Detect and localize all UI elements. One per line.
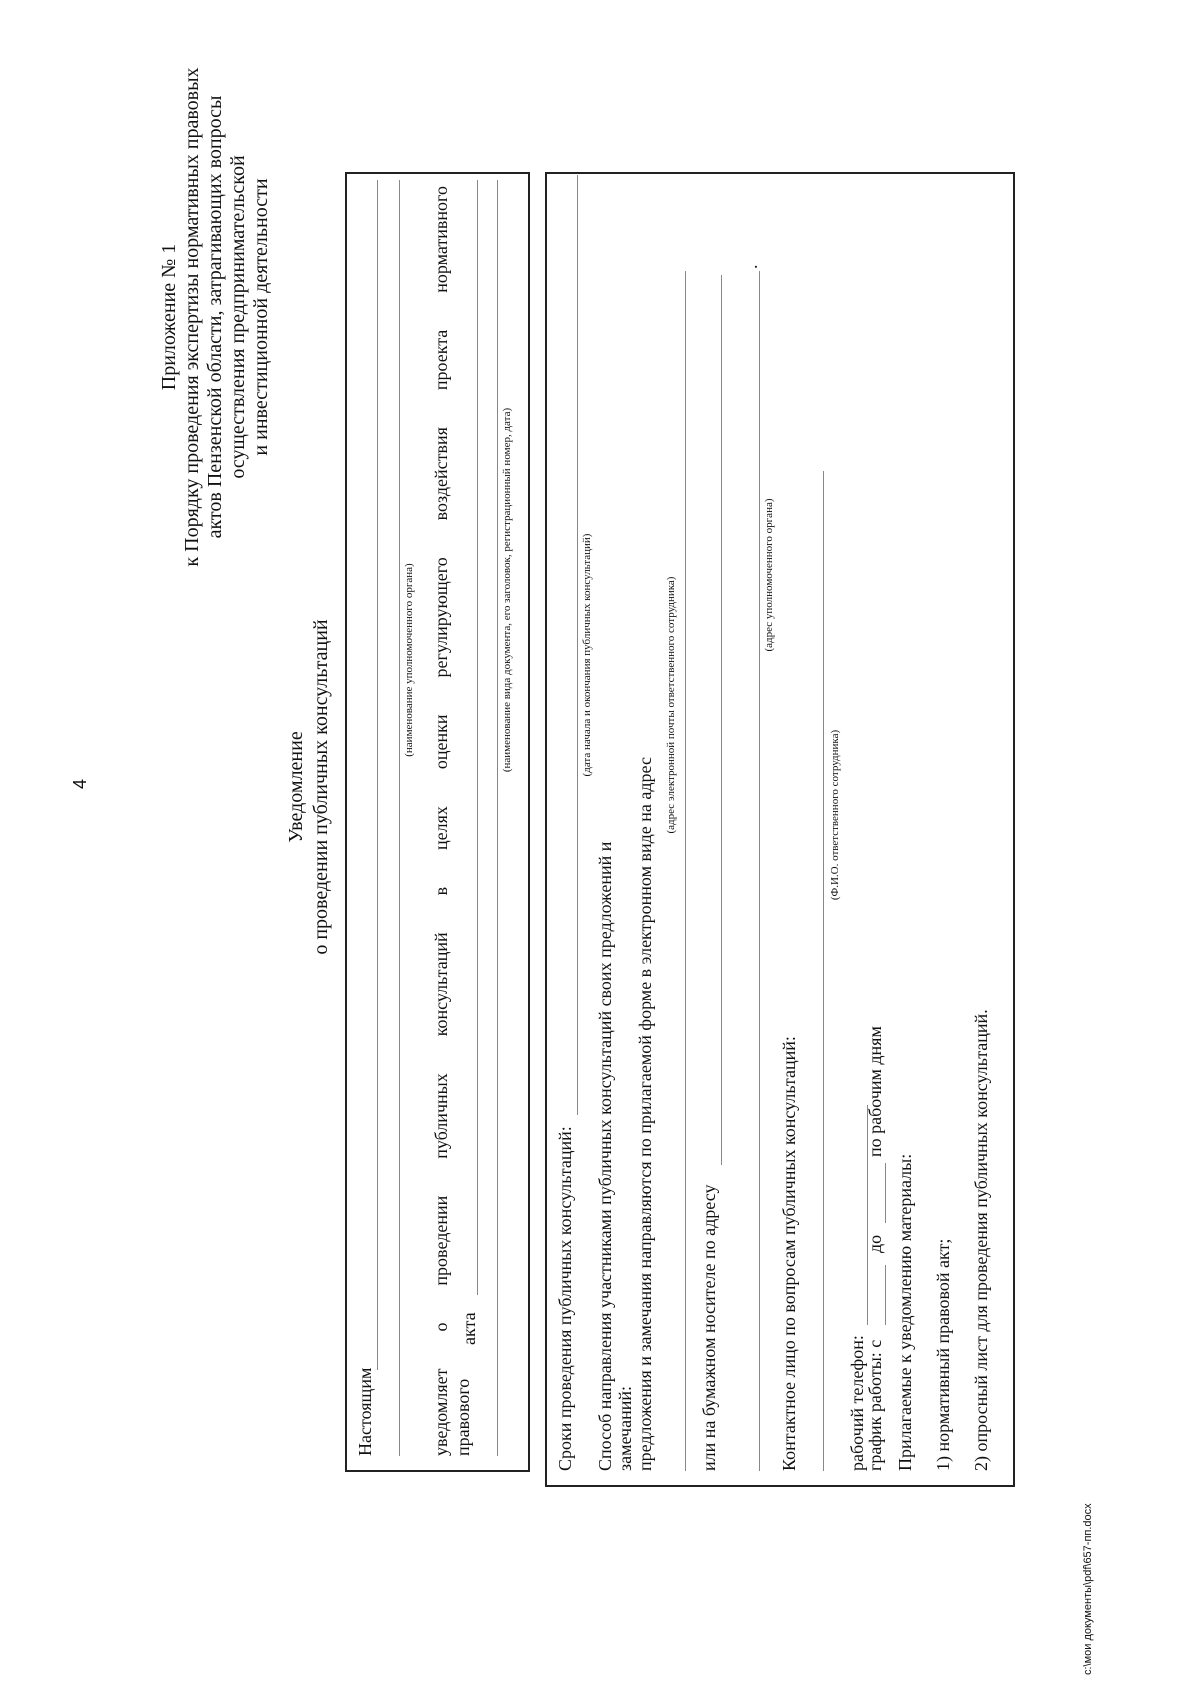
notice-box-1 <box>345 172 530 1472</box>
caption-doc: (наименование вида документа, его заголовок, регистрационный номер, дата) <box>501 407 513 773</box>
dates-line <box>577 175 578 1115</box>
doc-name-line <box>477 180 478 1295</box>
notice-box-2 <box>545 172 1015 1487</box>
schedule-from-line <box>885 1265 886 1325</box>
nastoyashchim-label: Настоящим <box>355 1367 375 1456</box>
attachments-label: Прилагаемые к уведомлению материалы: <box>895 1153 915 1471</box>
attachment-item-2: 2) опросный лист для проведения публичных консультаций. <box>971 1009 991 1471</box>
schedule-days-label: по рабочим дням <box>865 1026 885 1157</box>
caption-fio: (Ф.И.О. ответственного сотрудника) <box>829 729 841 901</box>
zamechaniy-text: замечаний: <box>615 1386 635 1471</box>
predlozheniya-text: предложения и замечания направляются по прилагаемой форме в электронном виде на адрес <box>635 757 655 1471</box>
caption-dates: (дата начала и окончания публичных консультаций) <box>581 533 593 777</box>
notify-text: уведомляет о проведении публичных консультаций в целях оценки регулирующего воздействия проекта нормативного <box>431 186 451 1456</box>
page-number: 4 <box>70 778 90 789</box>
caption-organ-name: (наименование уполномоченного органа) <box>403 563 415 757</box>
sposob-text: Способ направления участниками публичных консультаций своих предложений и <box>595 841 615 1471</box>
fio-line <box>823 471 824 1471</box>
contact-label: Контактное лицо по вопросам публичных консультаций: <box>779 1036 799 1471</box>
sroki-label: Сроки проведения публичных консультаций: <box>555 1126 575 1471</box>
pravovogo-word: правового <box>453 1378 473 1456</box>
paper-address-line-2 <box>759 271 760 1471</box>
doc-title-line-2: о проведении публичных консультаций <box>310 619 332 955</box>
schedule-to-line <box>885 1163 886 1223</box>
caption-email: (адрес электронной почты ответственного сотрудника) <box>665 576 677 834</box>
organ-name-line-2 <box>399 180 400 1456</box>
address-dot: . <box>741 264 761 269</box>
caption-address: (адрес уполномоченного органа) <box>763 498 775 652</box>
appendix-line-5: и инвестиционной деятельности <box>250 178 272 456</box>
phone-label: рабочий телефон: <box>847 1335 867 1471</box>
attachment-item-1: 1) нормативный правовой акт; <box>933 1238 953 1471</box>
footer-file-path: c:\мои документы\pdf\657-пп.docx <box>1082 1503 1094 1675</box>
appendix-line-2: к Порядку проведения экспертизы нормативных правовых <box>181 67 203 567</box>
schedule-from-label: график работы: с <box>865 1339 885 1471</box>
appendix-line-4: осуществления предпринимательской <box>227 155 249 479</box>
schedule-to-label: до <box>865 1234 885 1253</box>
appendix-line-1: Приложение № 1 <box>158 243 180 391</box>
email-line <box>685 271 686 1471</box>
paper-address-line <box>721 275 722 1165</box>
paper-address-label: или на бумажном носителе по адресу <box>699 1184 719 1471</box>
doc-name-line-2 <box>497 180 498 1456</box>
appendix-line-3: актов Пензенской области, затрагивающих вопросы <box>204 95 226 539</box>
organ-name-line <box>377 180 378 1370</box>
doc-title-line-1: Уведомление <box>285 731 307 843</box>
akta-word: акта <box>459 1312 479 1345</box>
